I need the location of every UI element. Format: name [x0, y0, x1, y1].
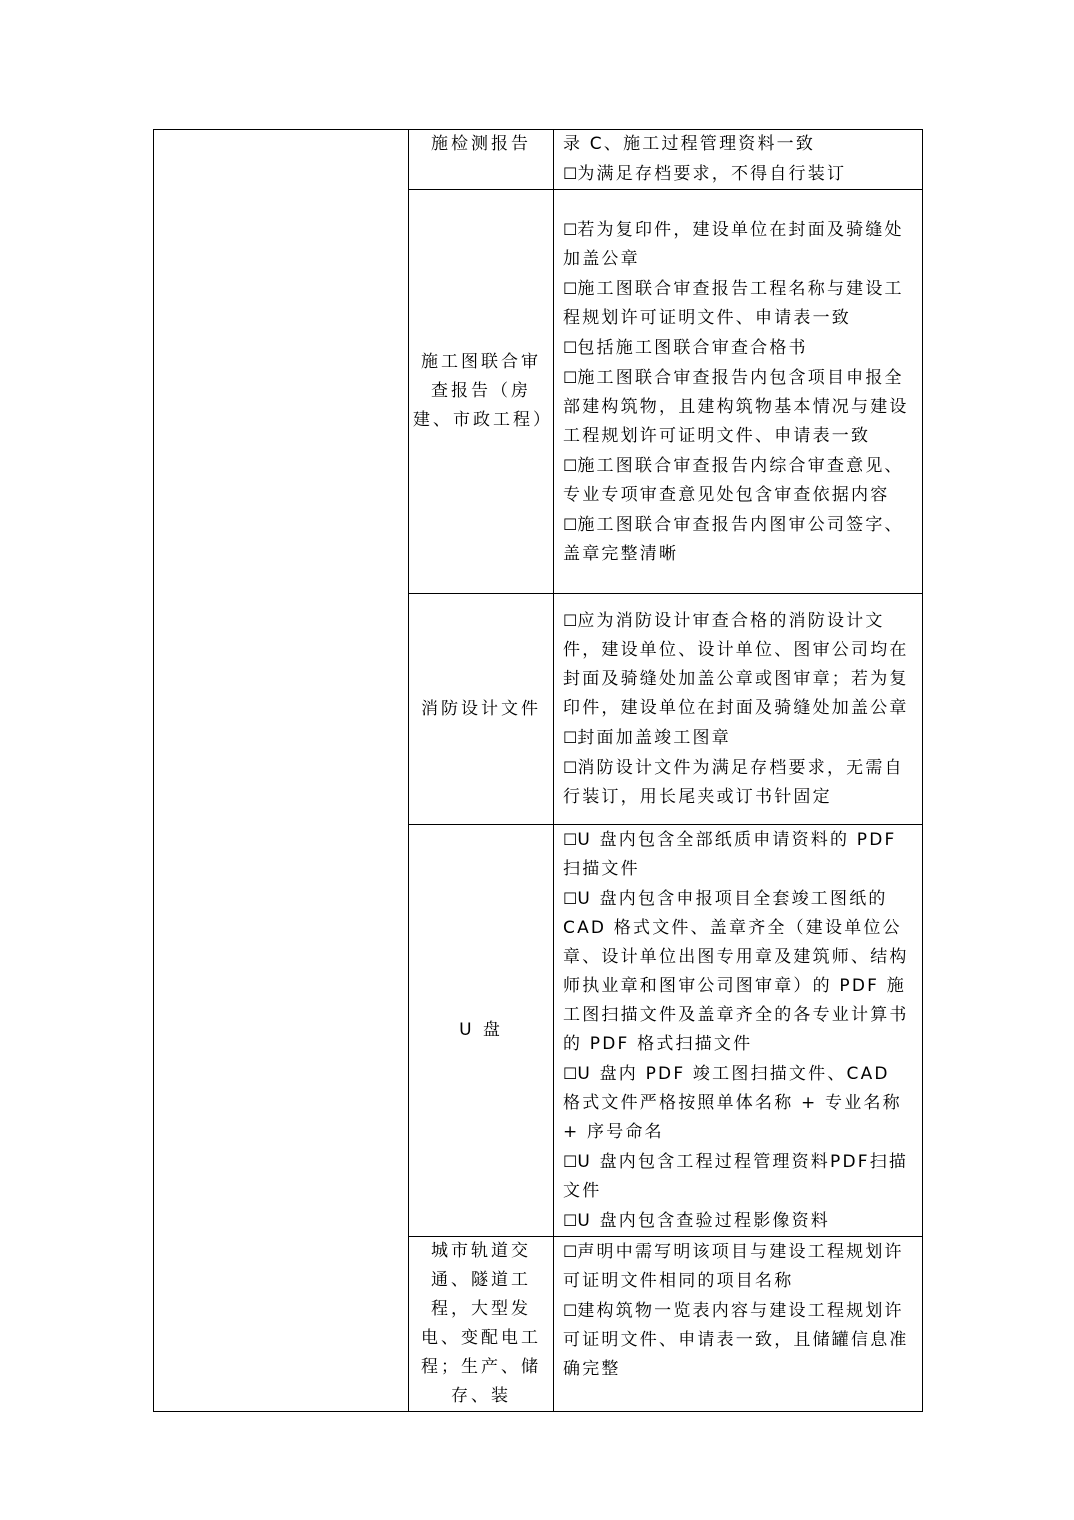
checkbox-icon[interactable] — [563, 1064, 577, 1084]
requirement-item: ☐ U 盘内包含工程过程管理资料PDF扫描文件 — [563, 1147, 916, 1206]
material-name-cell — [409, 1237, 554, 1412]
checklist-table — [153, 129, 923, 1412]
checkbox-icon[interactable] — [563, 456, 577, 476]
checkbox-icon[interactable] — [563, 1242, 577, 1262]
requirement-item: ☐ 包括施工图联合审查合格书 — [563, 333, 916, 363]
table-row — [154, 130, 923, 190]
requirement-item: ☐ 为满足存档要求，不得自行装订 — [563, 159, 916, 189]
requirement-item: ☐ U 盘内包含查验过程影像资料 — [563, 1206, 916, 1236]
requirement-item: ☐ U 盘内包含全部纸质申请资料的 PDF 扫描文件 — [563, 825, 916, 884]
checkbox-icon[interactable] — [563, 368, 577, 388]
requirement-item: ☐ 施工图联合审查报告内包含项目申报全部建构筑物，且建构筑物基本情况与建设工程规划许可证明文件、申请表一致 — [563, 363, 916, 451]
checkbox-icon[interactable] — [563, 338, 577, 358]
checkbox-icon[interactable] — [563, 889, 577, 909]
requirement-item: ☐ 施工图联合审查报告内综合审查意见、专业专项审查意见处包含审查依据内容 — [563, 451, 916, 510]
checkbox-icon[interactable] — [563, 164, 577, 184]
checkbox-icon[interactable] — [563, 758, 577, 778]
requirement-item: ☐ 封面加盖竣工图章 — [563, 723, 916, 753]
requirement-item: ☐ 若为复印件，建设单位在封面及骑缝处加盖公章 — [563, 215, 916, 274]
material-name: 消防设计文件 — [421, 698, 541, 719]
material-name-cell — [409, 190, 554, 594]
requirements-cell — [554, 1237, 923, 1412]
material-name-cell — [409, 825, 554, 1237]
checkbox-icon[interactable] — [563, 515, 577, 535]
blank-category-cell — [154, 130, 409, 1412]
checkbox-icon[interactable] — [563, 611, 577, 631]
checkbox-icon[interactable] — [563, 830, 577, 850]
requirement-item: ☐ 施工图联合审查报告工程名称与建设工程规划许可证明文件、申请表一致 — [563, 274, 916, 333]
checkbox-icon[interactable] — [563, 1211, 577, 1231]
requirement-item: ☐ 声明中需写明该项目与建设工程规划许可证明文件相同的项目名称 — [563, 1237, 916, 1296]
requirement-item: ☐ 消防设计文件为满足存档要求，无需自行装订，用长尾夹或订书针固定 — [563, 753, 916, 812]
material-name: 城市轨道交通、隧道工程，大型发电、变配电工程；生产、储存、装 — [421, 1241, 541, 1406]
requirement-item: ☐ 建构筑物一览表内容与建设工程规划许可证明文件、申请表一致，且储罐信息准确完整 — [563, 1296, 916, 1384]
requirement-item: ☐ U 盘内包含申报项目全套竣工图纸的 CAD 格式文件、盖章齐全（建设单位公章、设计单位出图专用章及建筑师、结构师执业章和图审公司图审章）的 PDF 施工图扫描文件及盖章齐全的各专业计算书的 PDF 格式扫描文件 — [563, 884, 916, 1059]
material-name: U 盘 — [459, 1020, 503, 1040]
requirements-cell — [554, 130, 923, 190]
requirement-item: 录 C、施工过程管理资料一致 — [563, 134, 816, 154]
checkbox-icon[interactable] — [563, 1301, 577, 1321]
material-name-cell — [409, 594, 554, 825]
requirement-item: ☐ 应为消防设计审查合格的消防设计文件，建设单位、设计单位、图审公司均在封面及骑缝处加盖公章或图审章；若为复印件，建设单位在封面及骑缝处加盖公章 — [563, 606, 916, 723]
requirements-cell — [554, 825, 923, 1237]
checkbox-icon[interactable] — [563, 220, 577, 240]
material-name-cell — [409, 130, 554, 190]
checkbox-icon[interactable] — [563, 1152, 577, 1172]
requirement-item: ☐ 施工图联合审查报告内图审公司签字、盖章完整清晰 — [563, 510, 916, 569]
requirements-cell — [554, 190, 923, 594]
material-name: 施工图联合审查报告（房建、市政工程） — [413, 352, 553, 430]
checkbox-icon[interactable] — [563, 279, 577, 299]
checkbox-icon[interactable] — [563, 728, 577, 748]
requirements-cell — [554, 594, 923, 825]
requirement-item: ☐ U 盘内 PDF 竣工图扫描文件、CAD 格式文件严格按照单体名称 + 专业名称 + 序号命名 — [563, 1059, 916, 1147]
material-name: 施检测报告 — [431, 134, 531, 154]
